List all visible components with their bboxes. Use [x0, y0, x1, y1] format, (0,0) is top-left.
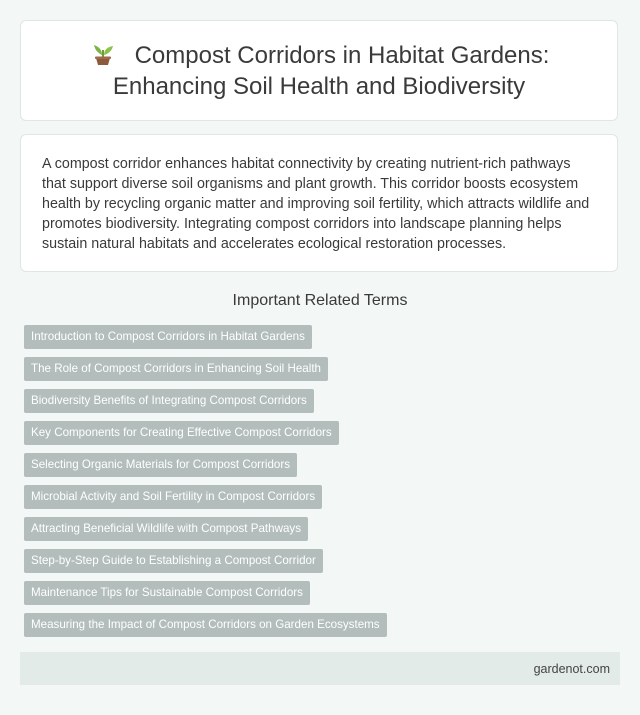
- term-tag[interactable]: Biodiversity Benefits of Integrating Compost Corridors: [24, 389, 314, 413]
- term-tag[interactable]: Introduction to Compost Corridors in Habitat Gardens: [24, 325, 312, 349]
- term-tag[interactable]: Measuring the Impact of Compost Corridors on Garden Ecosystems: [24, 613, 387, 637]
- term-tag[interactable]: Attracting Beneficial Wildlife with Compost Pathways: [24, 517, 308, 541]
- term-tag[interactable]: Microbial Activity and Soil Fertility in Compost Corridors: [24, 485, 322, 509]
- page-title: [59, 40, 579, 102]
- term-tag[interactable]: Selecting Organic Materials for Compost Corridors: [24, 453, 297, 477]
- term-tag[interactable]: Key Components for Creating Effective Compost Corridors: [24, 421, 339, 445]
- term-tag[interactable]: Maintenance Tips for Sustainable Compost Corridors: [24, 581, 310, 605]
- terms-heading: Important Related Terms: [232, 292, 408, 309]
- term-tag[interactable]: The Role of Compost Corridors in Enhancing Soil Health: [24, 357, 328, 381]
- seedling-icon: [89, 41, 117, 65]
- summary-card: [20, 134, 618, 272]
- summary-text: A compost corridor enhances habitat connectivity by creating nutrient-rich pathways that support diverse soil organisms and plant growth. This corridor boosts ecosystem health by recycling organic matter and improving soil fertility, which attracts wildlife and promotes biodiversity. Integrating compost corridors into landscape planning helps sustain natural habitats and accelerates ecological restoration processes.: [42, 156, 590, 252]
- footer-site-link[interactable]: gardenot.com: [533, 661, 610, 676]
- term-tag[interactable]: Step-by-Step Guide to Establishing a Compost Corridor: [24, 549, 323, 573]
- header-card: [20, 20, 618, 121]
- footer: [20, 652, 620, 685]
- terms-list: [24, 325, 614, 645]
- page-title-text: Compost Corridors in Habitat Gardens: Enhancing Soil Health and Biodiversity: [112, 41, 550, 100]
